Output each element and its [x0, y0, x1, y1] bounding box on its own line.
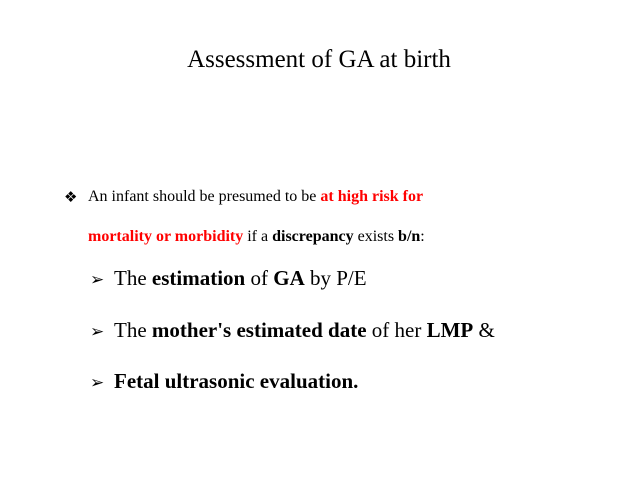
sub-bullet-bold: GA [273, 266, 305, 290]
main-bullet-text: An infant should be presumed to be [88, 188, 321, 205]
sub-bullet-bold: mother's estimated date [151, 318, 367, 342]
main-bullet-text: exists [353, 228, 399, 245]
sub-bullet-text: of [245, 266, 274, 290]
sub-bullet-text: of her [366, 318, 427, 342]
sub-bullet-ultrasound [90, 366, 358, 398]
main-bullet-line-2 [66, 217, 606, 257]
main-bullet-line-1 [66, 177, 606, 217]
sub-bullet-text: The [114, 266, 152, 290]
arrow-bullet-icon: ➢ [90, 322, 105, 342]
sub-bullet-lmp [90, 315, 495, 347]
main-bullet-text: if a [243, 228, 273, 245]
sub-bullet-bold: Fetal ultrasonic evaluation. [114, 369, 359, 393]
sub-bullet-estimation [90, 263, 367, 295]
diamond-bullet-icon: ❖ [64, 188, 78, 206]
main-bullet-text: : [420, 228, 425, 245]
arrow-bullet-icon: ➢ [90, 373, 105, 393]
slide-title: Assessment of GA at birth [187, 46, 451, 73]
sub-bullet-bold: estimation [151, 266, 246, 290]
sub-bullet-text: The [114, 318, 152, 342]
sub-bullet-text: by P/E [304, 266, 367, 290]
arrow-bullet-icon: ➢ [90, 270, 105, 290]
risk-highlight-2: mortality or morbidity [88, 228, 244, 245]
discrepancy-term: discrepancy [272, 228, 354, 245]
main-bullet [66, 177, 606, 257]
sub-bullet-bold: LMP [426, 318, 474, 342]
bn-term: b/n [398, 228, 421, 245]
sub-bullet-text: & [473, 318, 495, 342]
risk-highlight-1: at high risk for [320, 188, 424, 205]
